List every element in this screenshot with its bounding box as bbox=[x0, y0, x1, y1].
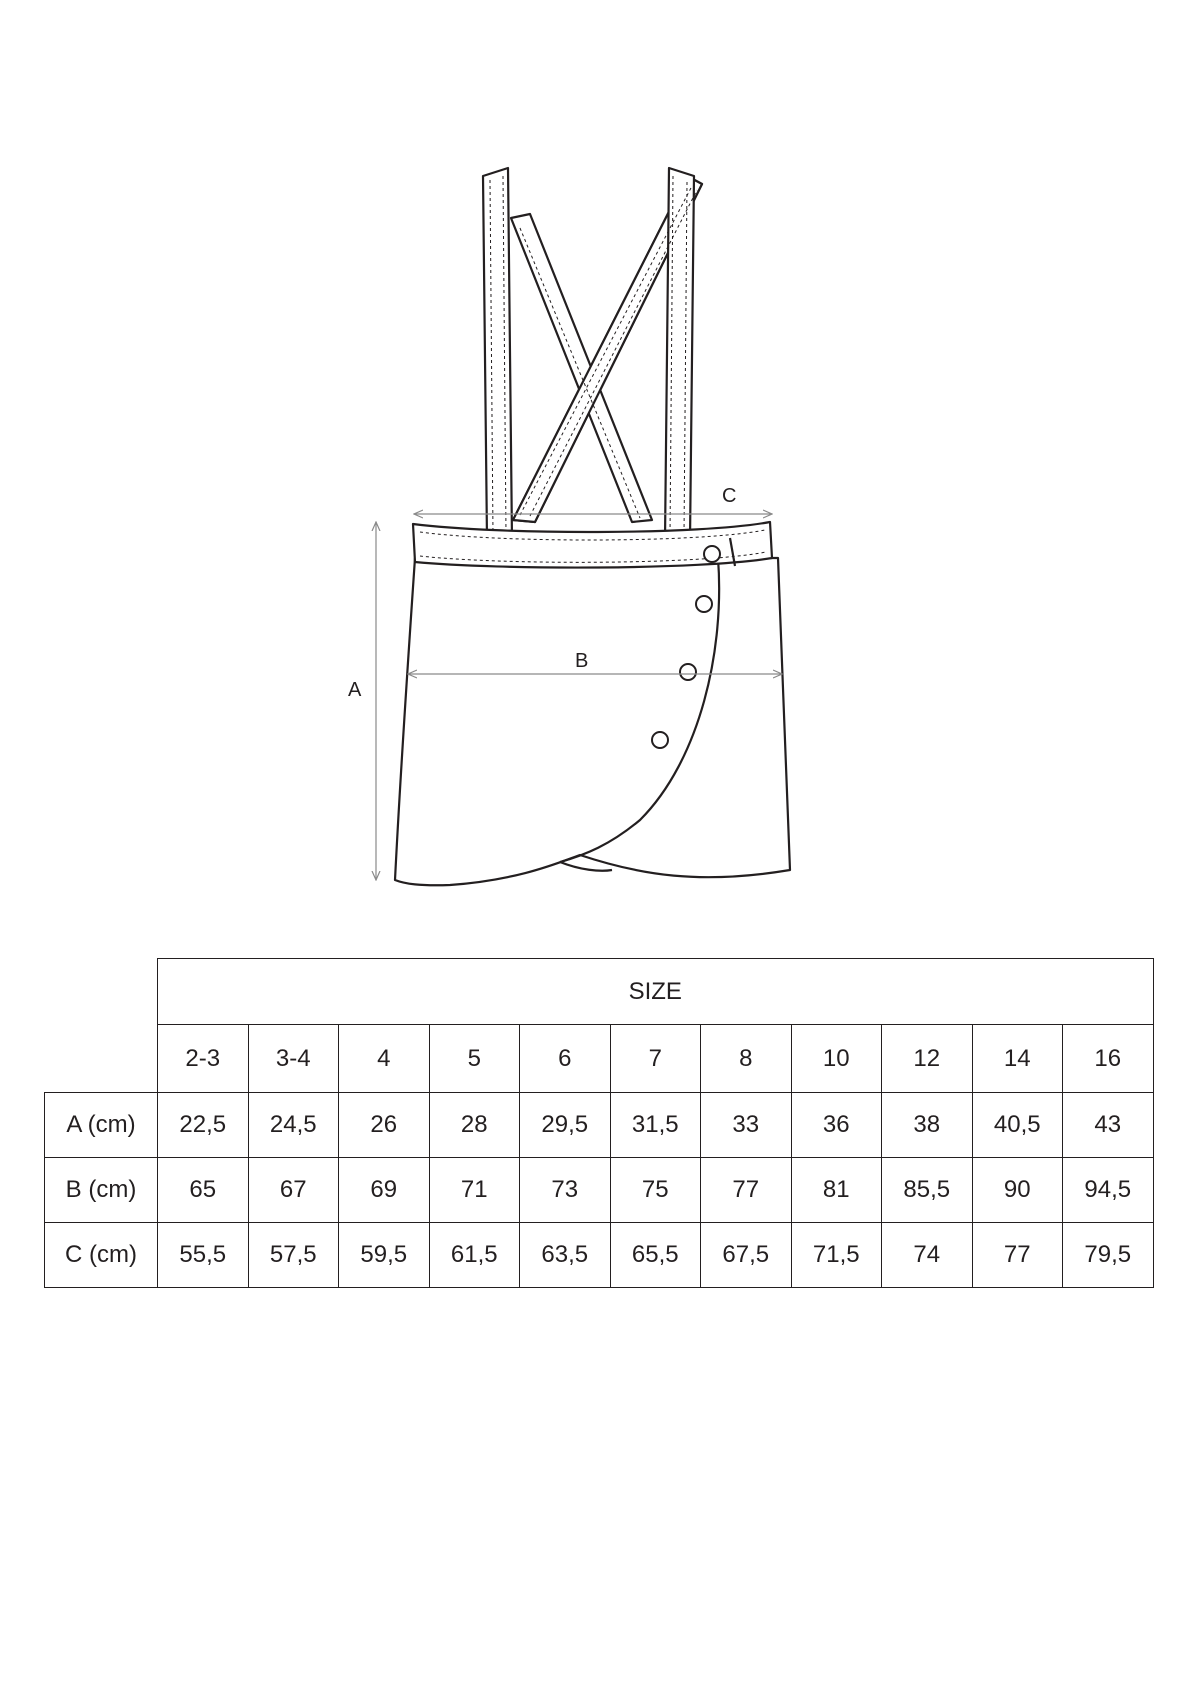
value-cell: 31,5 bbox=[610, 1093, 701, 1158]
value-cell: 63,5 bbox=[520, 1223, 611, 1288]
button-4 bbox=[652, 732, 668, 748]
size-label-cell: 6 bbox=[520, 1025, 611, 1093]
value-cell: 81 bbox=[791, 1158, 882, 1223]
value-cell: 55,5 bbox=[158, 1223, 249, 1288]
size-label-cell: 2-3 bbox=[158, 1025, 249, 1093]
size-chart-table bbox=[44, 958, 1154, 1288]
value-cell: 22,5 bbox=[158, 1093, 249, 1158]
value-cell: 79,5 bbox=[1063, 1223, 1154, 1288]
size-label-cell: 3-4 bbox=[248, 1025, 339, 1093]
size-labels-row bbox=[45, 1025, 1154, 1093]
value-cell: 40,5 bbox=[972, 1093, 1063, 1158]
size-label-cell: 5 bbox=[429, 1025, 520, 1093]
size-header: SIZE bbox=[158, 959, 1154, 1025]
value-cell: 77 bbox=[972, 1223, 1063, 1288]
value-cell: 77 bbox=[701, 1158, 792, 1223]
size-label-cell: 10 bbox=[791, 1025, 882, 1093]
value-cell: 69 bbox=[339, 1158, 430, 1223]
skirt-body bbox=[395, 522, 790, 885]
row-label-cell: B (cm) bbox=[45, 1158, 158, 1223]
value-cell: 59,5 bbox=[339, 1223, 430, 1288]
value-cell: 65 bbox=[158, 1158, 249, 1223]
label-c: C bbox=[722, 485, 737, 507]
label-b: B bbox=[575, 650, 589, 672]
strap-right-vertical bbox=[665, 168, 694, 540]
size-label-cell: 14 bbox=[972, 1025, 1063, 1093]
value-cell: 26 bbox=[339, 1093, 430, 1158]
size-header-row bbox=[45, 959, 1154, 1025]
value-cell: 71,5 bbox=[791, 1223, 882, 1288]
value-cell: 75 bbox=[610, 1158, 701, 1223]
value-cell: 94,5 bbox=[1063, 1158, 1154, 1223]
value-cell: 73 bbox=[520, 1158, 611, 1223]
size-label-cell: 12 bbox=[882, 1025, 973, 1093]
value-cell: 57,5 bbox=[248, 1223, 339, 1288]
value-cell: 85,5 bbox=[882, 1158, 973, 1223]
value-cell: 36 bbox=[791, 1093, 882, 1158]
empty-corner-cell bbox=[45, 959, 158, 1025]
value-cell: 67 bbox=[248, 1158, 339, 1223]
strap-crossing-left bbox=[511, 214, 652, 522]
value-cell: 38 bbox=[882, 1093, 973, 1158]
size-label-cell: 16 bbox=[1063, 1025, 1154, 1093]
value-cell: 28 bbox=[429, 1093, 520, 1158]
empty-corner-cell bbox=[45, 1025, 158, 1093]
skirt-outline bbox=[395, 558, 790, 885]
measurement-row bbox=[45, 1093, 1154, 1158]
value-cell: 67,5 bbox=[701, 1223, 792, 1288]
size-label-cell: 7 bbox=[610, 1025, 701, 1093]
value-cell: 24,5 bbox=[248, 1093, 339, 1158]
measurement-row bbox=[45, 1158, 1154, 1223]
value-cell: 61,5 bbox=[429, 1223, 520, 1288]
button-3 bbox=[680, 664, 696, 680]
label-a: A bbox=[348, 679, 362, 701]
row-label-cell: C (cm) bbox=[45, 1223, 158, 1288]
value-cell: 29,5 bbox=[520, 1093, 611, 1158]
value-cell: 74 bbox=[882, 1223, 973, 1288]
measurement-row bbox=[45, 1223, 1154, 1288]
button-2 bbox=[696, 596, 712, 612]
size-label-cell: 8 bbox=[701, 1025, 792, 1093]
value-cell: 43 bbox=[1063, 1093, 1154, 1158]
button-1 bbox=[704, 546, 720, 562]
value-cell: 71 bbox=[429, 1158, 520, 1223]
suspender-straps bbox=[483, 168, 702, 540]
value-cell: 90 bbox=[972, 1158, 1063, 1223]
waistband bbox=[413, 522, 772, 568]
strap-left-vertical bbox=[483, 168, 512, 540]
value-cell: 33 bbox=[701, 1093, 792, 1158]
size-label-cell: 4 bbox=[339, 1025, 430, 1093]
row-label-cell: A (cm) bbox=[45, 1093, 158, 1158]
value-cell: 65,5 bbox=[610, 1223, 701, 1288]
